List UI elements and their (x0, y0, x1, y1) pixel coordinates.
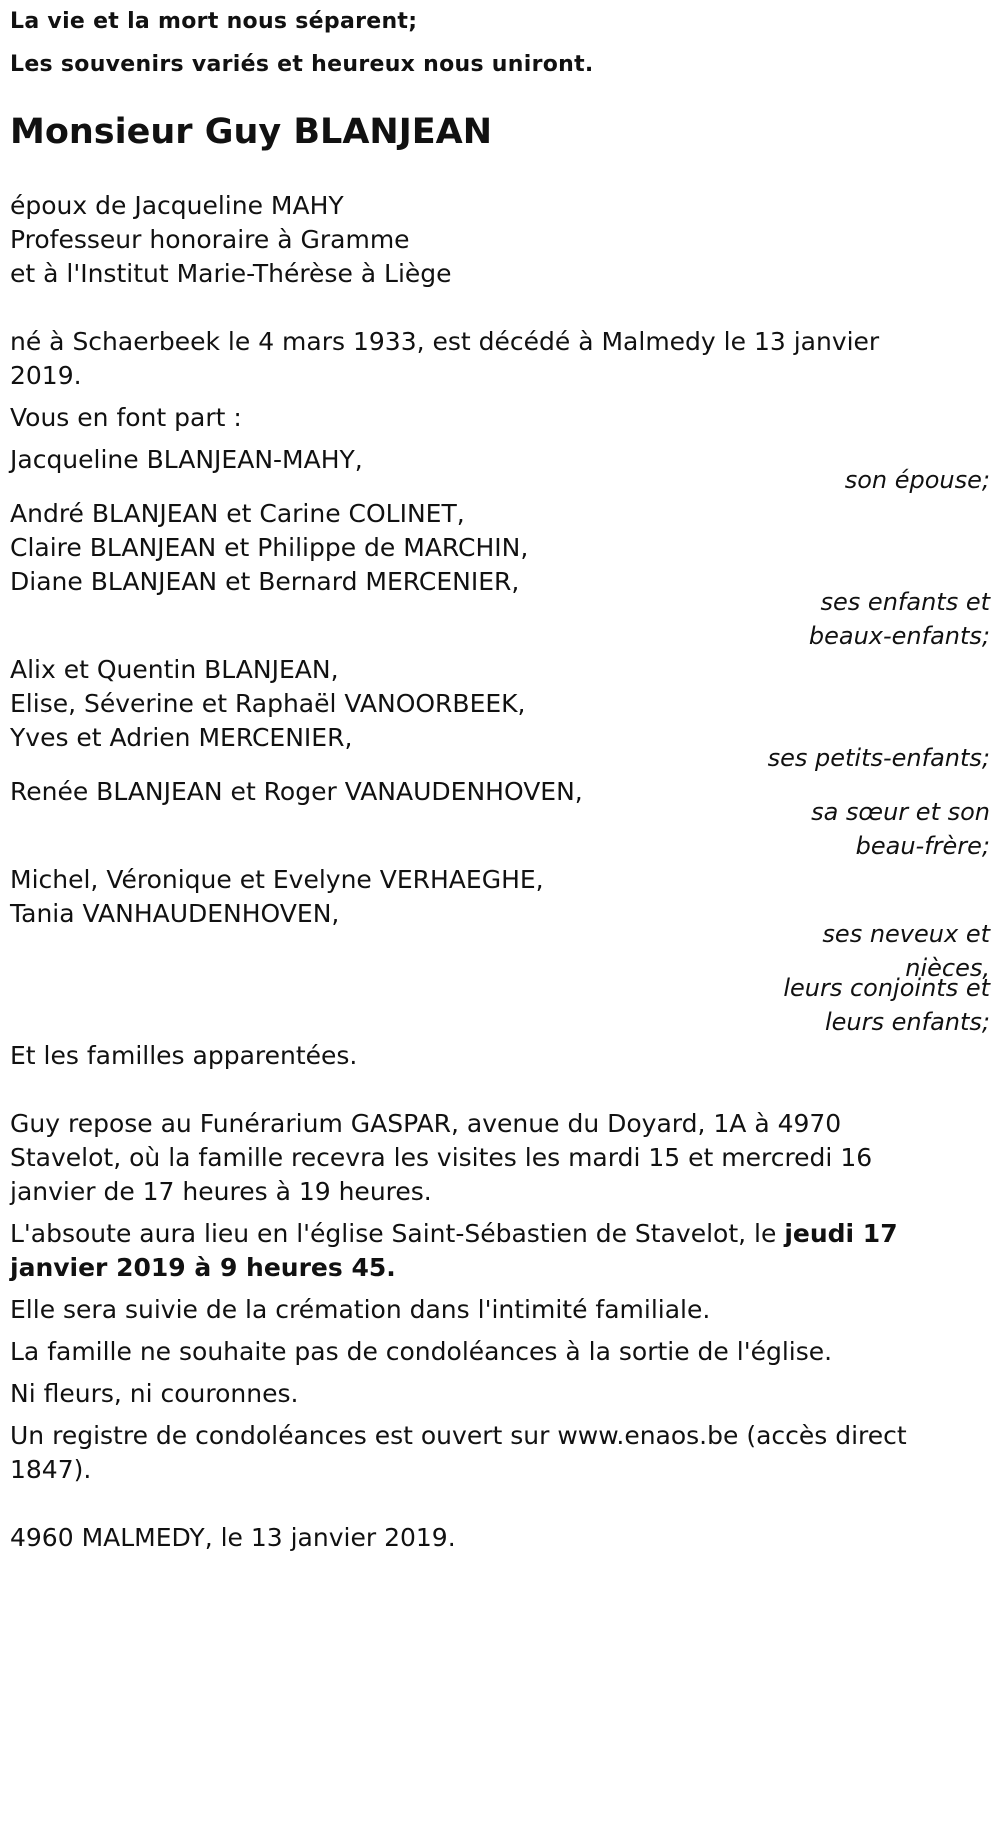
family-name: Claire BLANJEAN et Philippe de MARCHIN, (10, 533, 529, 562)
flowers-line: Ni fleurs, ni couronnes. (10, 1379, 299, 1408)
family-relation: nièces, (905, 954, 990, 982)
birth-death-line-1: né à Schaerbeek le 4 mars 1933, est décédé à Malmedy le 13 janvier (10, 327, 880, 356)
profession-line-2: et à l'Institut Marie-Thérèse à Liège (10, 259, 452, 288)
quote-line-1: La vie et la mort nous séparent; (10, 9, 418, 34)
absoute-text: L'absoute aura lieu en l'église Saint-Sébastien de Stavelot, le (10, 1219, 785, 1248)
family-name: Jacqueline BLANJEAN-MAHY, (10, 445, 363, 474)
cremation-line: Elle sera suivie de la crémation dans l'intimité familiale. (10, 1295, 711, 1324)
repose-line-2: Stavelot, où la famille recevra les visites les mardi 15 et mercredi 16 (10, 1143, 873, 1172)
repose-line-1: Guy repose au Funérarium GASPAR, avenue du Doyard, 1A à 4970 (10, 1109, 842, 1138)
family-name: Alix et Quentin BLANJEAN, (10, 655, 339, 684)
family-relation: leurs enfants; (825, 1008, 990, 1036)
related-families: Et les familles apparentées. (10, 1041, 358, 1070)
family-relation: beau-frère; (855, 832, 990, 860)
family-name: Tania VANHAUDENHOVEN, (10, 899, 340, 928)
family-relation: sa sœur et son (811, 798, 990, 826)
spouse-line: époux de Jacqueline MAHY (10, 191, 344, 220)
absoute-date-start: jeudi 17 (784, 1219, 898, 1248)
absoute-line-2: janvier 2019 à 9 heures 45. (10, 1253, 396, 1282)
family-relation: son épouse; (844, 466, 990, 494)
family-relation: ses petits-enfants; (767, 744, 990, 772)
birth-death-line-2: 2019. (10, 361, 82, 390)
family-relation: beaux-enfants; (808, 622, 990, 650)
family-name: Yves et Adrien MERCENIER, (10, 723, 353, 752)
family-name: Michel, Véronique et Evelyne VERHAEGHE, (10, 865, 544, 894)
deceased-name: Monsieur Guy BLANJEAN (10, 112, 493, 152)
repose-line-3: janvier de 17 heures à 19 heures. (10, 1177, 432, 1206)
family-name: Renée BLANJEAN et Roger VANAUDENHOVEN, (10, 777, 583, 806)
family-relation: leurs conjoints et (783, 974, 990, 1002)
family-relation: ses neveux et (822, 920, 990, 948)
family-relation: ses enfants et (820, 588, 990, 616)
announcement-intro: Vous en font part : (10, 403, 242, 432)
register-line-2: 1847). (10, 1455, 92, 1484)
quote-line-2: Les souvenirs variés et heureux nous uniront. (10, 52, 594, 77)
condolences-line: La famille ne souhaite pas de condoléances à la sortie de l'église. (10, 1337, 833, 1366)
family-name: Diane BLANJEAN et Bernard MERCENIER, (10, 567, 520, 596)
register-line-1: Un registre de condoléances est ouvert sur www.enaos.be (accès direct (10, 1421, 907, 1450)
family-name: André BLANJEAN et Carine COLINET, (10, 499, 465, 528)
place-date: 4960 MALMEDY, le 13 janvier 2019. (10, 1523, 456, 1552)
family-name: Elise, Séverine et Raphaël VANOORBEEK, (10, 689, 526, 718)
profession-line-1: Professeur honoraire à Gramme (10, 225, 410, 254)
